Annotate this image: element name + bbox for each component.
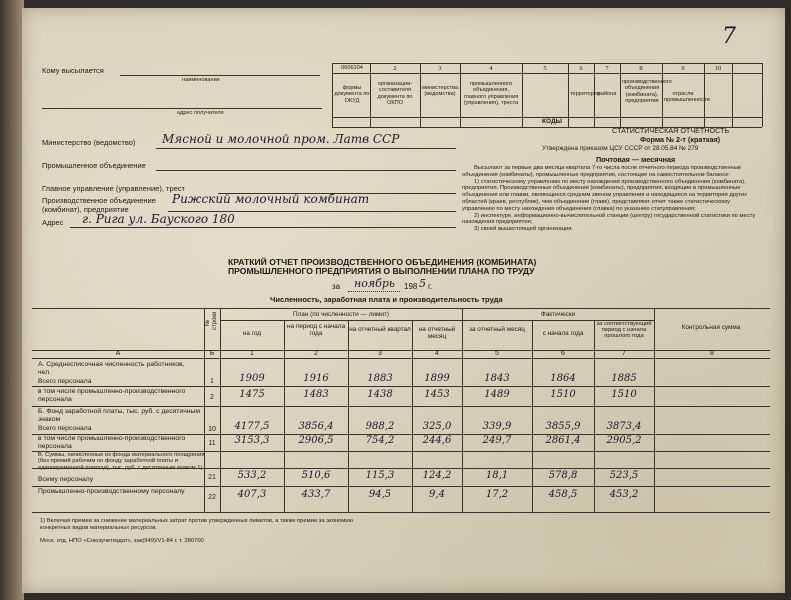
cell-10-2: 3856,4	[298, 421, 334, 432]
col-num-7: 7	[622, 350, 626, 357]
cell-21-3: 115,3	[365, 470, 395, 481]
address-line	[42, 108, 322, 109]
col-fact-month: за отчетный месяц	[469, 326, 525, 333]
row-label-2: в том числе промышленно-производственного персонала	[38, 388, 186, 403]
cell-1-6: 1864	[550, 373, 576, 384]
control-header: Контрольная сумма	[681, 324, 741, 331]
report-subtitle: Численность, заработная плата и производительность труда	[270, 295, 503, 304]
cell-22-7: 453,2	[609, 489, 639, 500]
stat-approved: Утверждена приказом ЦСУ СССР от 28.05.84 № 279	[542, 145, 699, 152]
cell-21-2: 510,6	[301, 470, 331, 481]
col-num-5: 5	[495, 350, 499, 357]
stat-mail: Почтовая — месячная	[596, 155, 676, 164]
ministry-label: Министерство (ведомство)	[42, 138, 136, 147]
row-label-10: Всего персонала	[38, 425, 92, 432]
cell-11-6: 2861,4	[545, 435, 581, 446]
cell-10-1: 4177,5	[234, 421, 270, 432]
code-num-4: 4	[489, 65, 493, 72]
col-num-1: 1	[250, 350, 254, 357]
cell-11-4: 244,6	[422, 435, 452, 446]
code-num-7: 7	[605, 65, 609, 72]
footnote: 1) Включая премии за снижение материальных затрат против утвержденных лимитов, а также премии за экономию конкретных видов материальных ресурсов.	[40, 518, 353, 531]
col-num-2: 2	[314, 350, 318, 357]
row-label-a-section: А. Среднесписочная численность работников, чел.	[38, 361, 185, 376]
stat-intro: Высылают за первые два месяца квартала 7-го числа после отчетного периода производственные объединения (комбинаты), промышленные предприятия, состоящие на самостоятельном балансе:	[462, 165, 742, 178]
code-num-8: 8	[639, 65, 643, 72]
cell-1-5: 1843	[484, 373, 510, 384]
code-col-district: района	[597, 91, 617, 97]
address-label: Адрес	[42, 218, 64, 227]
cell-22-2: 433,7	[301, 489, 331, 500]
row-label-11: в том числе промышленно-производственного персонала	[38, 435, 186, 450]
cell-2-1: 1475	[239, 389, 265, 400]
report-title-2: ПРОМЫШЛЕННОГО ПРЕДПРИЯТИЯ О ВЫПОЛНЕНИИ ПЛАНА ПО ТРУДУ	[228, 266, 535, 276]
cell-22-6: 458,5	[548, 489, 578, 500]
col-num-a: А	[115, 350, 121, 357]
row-line-10: 10	[208, 426, 216, 433]
stat-form-no: Форма № 2-т (краткая)	[640, 135, 721, 144]
recipient-line	[120, 75, 320, 76]
row-line-22: 22	[208, 494, 216, 501]
cell-10-7: 3873,4	[606, 421, 642, 432]
col-plan-period: на период с начала года	[287, 323, 345, 337]
stat-item-2: 2) инспектуре, информационно-вычислительной станции (центру) государственной статистики по месту нахождения предприятия;	[462, 212, 756, 226]
period-month: ноябрь	[354, 277, 395, 290]
code-col-enterprise: производственного объединения (комбината), предприятия	[622, 79, 672, 105]
cell-2-7: 1510	[611, 389, 637, 400]
col-plan-month: на отчетный месяц	[418, 326, 456, 340]
col-plan-year: на год	[242, 330, 262, 337]
code-num-3: 3	[438, 65, 442, 72]
report-title-1: КРАТКИЙ ОТЧЕТ ПРОИЗВОДСТВЕННОГО ОБЪЕДИНЕНИЯ (КОМБИНАТА)	[228, 257, 537, 267]
col-num-8: 8	[710, 350, 714, 357]
plan-header: План (по численности — лимит)	[292, 311, 390, 318]
codes-box	[332, 63, 762, 127]
line-no-header: № строки	[205, 311, 218, 330]
code-num-9: 9	[681, 65, 685, 72]
code-num-10: 10	[714, 65, 722, 72]
code-col-industry: отрасли промышленности	[664, 91, 710, 104]
stat-item-3: 3) своей вышестоящей организации.	[474, 226, 574, 233]
cell-2-2: 1483	[303, 389, 329, 400]
cell-1-4: 1899	[424, 373, 450, 384]
binding-edge	[0, 0, 24, 600]
code-col-territory: территории	[570, 91, 600, 97]
stat-text	[462, 165, 762, 233]
row-label-21: Всему персоналу	[38, 476, 94, 483]
main-dept-label: Главное управление (управление), трест	[42, 184, 185, 193]
cell-22-3: 94,5	[368, 489, 392, 500]
row-label-b-section: Б. Фонд заработной платы, тыс. руб. с десятичным знаком	[38, 408, 201, 423]
ministry-value: Мясной и молочной пром. Латв ССР	[162, 132, 400, 146]
stat-item-1: 1) статистическому управлению по месту нахождения производственного объединения (комбината), предприятия. Производственные объединения (комбинаты), предприятия, входящие в промышленные объединения или главки, являющиеся средним звеном управления и находящиеся на территории других областей (краев, республик), чем объединение (главк), представляют отчет также статистическому управлению по месту нахождения объединения (главка) по указанию статуправления;	[462, 178, 748, 212]
period-suffix: г.	[428, 282, 433, 291]
cell-10-5: 339,9	[482, 421, 512, 432]
cell-11-2: 2906,5	[298, 435, 334, 446]
row-line-2: 2	[210, 394, 214, 401]
print-info: Моск. отд. НПО «Союзучетиздат», зак(949)/V1-84 г. т. 280700	[40, 538, 204, 544]
prod-assoc-label: Производственное объединение (комбинат), предприятие	[42, 196, 156, 214]
cell-1-3: 1883	[367, 373, 393, 384]
fact-header: Фактически	[540, 311, 576, 318]
cell-10-4: 325,0	[422, 421, 452, 432]
cell-11-5: 249,7	[482, 435, 512, 446]
cell-2-5: 1489	[484, 389, 510, 400]
stat-title: СТАТИСТИЧЕСКАЯ ОТЧЕТНОСТЬ	[612, 126, 730, 135]
col-num-3: 3	[378, 350, 382, 357]
row-label-22: Промышленно-производственному персоналу	[38, 488, 185, 495]
row-label-c-section: В. Суммы, начисленные из фонда материального поощрения (без премий рабочим по фонду заработной платы и единовременной помощи), тыс. руб. с десятичным знаком 1)	[38, 452, 205, 471]
cell-11-1: 3153,3	[234, 435, 270, 446]
codes-title: КОДЫ	[542, 118, 562, 125]
cell-22-5: 17,2	[485, 489, 509, 500]
name-label: наименование	[182, 77, 220, 83]
cell-10-3: 988,2	[365, 421, 395, 432]
cell-21-5: 18,1	[485, 470, 509, 481]
cell-21-1: 533,2	[237, 470, 267, 481]
code-num-6: 6	[579, 65, 583, 72]
row-line-11: 11	[208, 440, 216, 447]
col-num-6: 6	[561, 350, 565, 357]
cell-21-4: 124,2	[422, 470, 452, 481]
cell-1-2: 1916	[303, 373, 329, 384]
period-year: 198	[404, 282, 418, 291]
cell-21-6: 578,8	[548, 470, 578, 481]
address-value: г. Рига ул. Бауского 180	[82, 212, 235, 226]
code-col-assoc: промышленного объединения, главного управления (управления), треста	[463, 81, 519, 107]
cell-1-7: 1885	[611, 373, 637, 384]
code-col-ministry: министерства (ведомства)	[422, 85, 459, 98]
row-label-1: Всего персонала	[38, 378, 92, 385]
col-fact-prev: за соответствующий период с начала прошлого года	[596, 321, 652, 340]
cell-11-7: 2905,2	[606, 435, 642, 446]
cell-2-4: 1453	[424, 389, 450, 400]
cell-22-4: 9,4	[429, 489, 445, 500]
cell-10-6: 3855,9	[545, 421, 581, 432]
code-col-okpo: организации-составителя документа по ОКПО	[377, 81, 413, 107]
code-value: 0606104	[341, 65, 363, 71]
col-fact-ytd: с начала года	[542, 330, 584, 337]
industrial-assoc-label: Промышленное объединение	[42, 161, 146, 170]
cell-2-6: 1510	[550, 389, 576, 400]
code-col-okud: формы документа по ОКУД	[334, 85, 370, 104]
cell-22-1: 407,3	[237, 489, 267, 500]
col-num-4: 4	[435, 350, 439, 357]
address-recipient-label: адрес получателя	[177, 110, 224, 116]
row-line-21: 21	[208, 474, 216, 481]
recipient-label: Кому высылается	[42, 66, 104, 75]
cell-11-3: 754,2	[365, 435, 395, 446]
cell-1-1: 1909	[239, 373, 265, 384]
code-num-2: 2	[393, 65, 397, 72]
page-number: 7	[722, 24, 736, 49]
period-prefix: за	[332, 282, 341, 291]
prod-assoc-value: Рижский молочный комбинат	[172, 192, 370, 206]
row-line-1: 1	[210, 378, 214, 385]
period-year-hand: 5	[419, 277, 426, 290]
col-num-b: Б	[209, 350, 215, 357]
col-plan-quarter: на отчетный квартал	[349, 326, 411, 333]
code-num-5: 5	[543, 65, 547, 72]
paper-sheet	[22, 8, 785, 593]
cell-21-7: 523,5	[609, 470, 639, 481]
cell-2-3: 1438	[367, 389, 393, 400]
